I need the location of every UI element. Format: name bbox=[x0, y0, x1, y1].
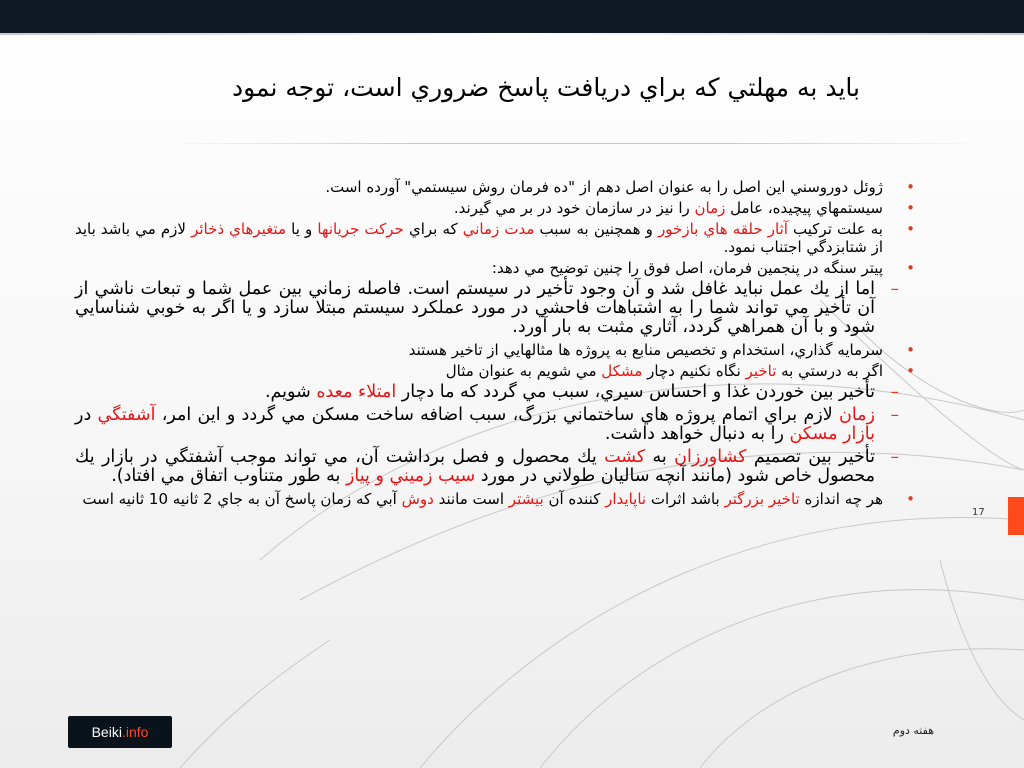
beiki-logo bbox=[68, 716, 172, 748]
logo-main-text: Beiki bbox=[91, 724, 122, 740]
highlighted-text: آشفتگي bbox=[97, 405, 156, 425]
sub-bullet-item bbox=[75, 280, 913, 337]
text-segment: اما از يك عمل نبايد غافل شد و آن وجود تأخير در سيستم است. فاصله زماني بين عمل شما و تبعات ناشي از آن تأخير مي تواند شما را به اشتباهات فاحشي در مورد عملکرد سيستم مبتلا سازد و يا اگر به خوبي شناسايي شود و با آن همراهي گردد، آثاري مثبت به بار آورد. bbox=[75, 279, 875, 337]
highlighted-text: مدت زماني bbox=[462, 220, 535, 238]
text-segment: به bbox=[645, 447, 675, 467]
text-segment: لازم براي اتمام پروژه هاي ساختماني بزرگ، سبب اضافه ساخت مسکن مي گردد و اين امر، bbox=[155, 405, 839, 425]
bullet-item bbox=[75, 199, 913, 217]
text-segment: کننده آن bbox=[543, 490, 606, 508]
bullet-item bbox=[75, 178, 913, 196]
top-bar bbox=[0, 0, 1024, 33]
page-number: 17 bbox=[972, 507, 985, 518]
sub-bullet-item bbox=[75, 406, 913, 444]
text-segment: است مانند bbox=[433, 490, 509, 508]
sub-bullet-marker: – bbox=[890, 405, 899, 425]
highlighted-text: زمان bbox=[838, 405, 875, 425]
highlighted-text: تاخير bbox=[745, 362, 777, 380]
text-segment: باشد اثرات bbox=[646, 490, 725, 508]
logo-suffix-text: .info bbox=[121, 724, 149, 740]
text-segment: را به دنبال خواهد داشت. bbox=[604, 424, 790, 444]
text-segment: تأخير بين تصميم bbox=[746, 447, 875, 467]
text-segment: آبي که زمان پاسخ آن به جاي 2 ثانيه 10 ثانيه است bbox=[82, 490, 402, 508]
highlighted-text: کشاورزان bbox=[674, 447, 747, 467]
highlighted-text: مشکل bbox=[601, 362, 643, 380]
text-segment: يك محصول و فصل برداشت آن، مي تواند موجب آشفتگي در بازار يك محصول خاص شود (مانند آنچه ساليان طولاني در مورد bbox=[75, 447, 875, 486]
highlighted-text: بيشتر bbox=[508, 490, 544, 508]
highlighted-text: بازار مسکن bbox=[789, 424, 875, 444]
text-segment: و همچنين به سبب bbox=[534, 220, 659, 238]
bullet-item bbox=[75, 362, 913, 380]
highlighted-text: متغيرهاي ذخائر bbox=[191, 220, 286, 238]
text-segment: هر چه اندازه bbox=[799, 490, 883, 508]
text-segment: اگر به درستي به bbox=[776, 362, 883, 380]
bullet-marker: • bbox=[906, 341, 915, 359]
text-segment: که براي bbox=[403, 220, 463, 238]
text-segment: را نيز در سازمان خود در بر مي گيرند. bbox=[453, 199, 695, 217]
text-segment: نگاه نکنيم دچار bbox=[642, 362, 746, 380]
sub-bullet-marker: – bbox=[890, 279, 899, 299]
footer-text: هفته دوم bbox=[892, 724, 934, 737]
bullet-marker: • bbox=[906, 259, 915, 277]
highlighted-text: تاخير بزرگتر bbox=[724, 490, 800, 508]
text-segment: و يا bbox=[286, 220, 318, 238]
highlighted-text: سيب زميني و پياز bbox=[345, 466, 476, 486]
bullet-marker: • bbox=[906, 362, 915, 380]
highlighted-text: زمان bbox=[694, 199, 726, 217]
highlighted-text: حرکت جريانها bbox=[317, 220, 404, 238]
text-segment: ژوئل دوروسني اين اصل را به عنوان اصل دهم از "ده فرمان روش سيستمي" آورده است. bbox=[325, 178, 883, 196]
slide-title: بايد به مهلتي که براي دريافت پاسخ ضروري است، توجه نمود bbox=[231, 73, 860, 102]
slide-content bbox=[75, 178, 913, 511]
bullet-item bbox=[75, 259, 913, 277]
text-segment: شويم. bbox=[264, 382, 317, 402]
title-underline bbox=[160, 143, 990, 144]
bullet-marker: • bbox=[906, 178, 915, 196]
bullet-marker: • bbox=[906, 490, 915, 508]
bullet-list bbox=[75, 178, 913, 508]
text-segment: مي شويم به عنوان مثال bbox=[445, 362, 602, 380]
text-segment: تأخير بين خوردن غذا و احساس سيري، سبب مي گردد که ما دچار bbox=[396, 382, 875, 402]
highlighted-text: آثار حلقه هاي بازخور bbox=[658, 220, 788, 238]
bullet-item bbox=[75, 341, 913, 359]
sub-bullet-marker: – bbox=[890, 447, 899, 467]
text-segment: لازم مي باشد بايد از شتابزدگي اجتناب نمود. bbox=[75, 220, 883, 256]
text-segment: به علت ترکيب bbox=[787, 220, 883, 238]
sub-bullet-marker: – bbox=[890, 382, 899, 402]
highlighted-text: ناپايدار bbox=[605, 490, 647, 508]
highlighted-text: کشت bbox=[604, 447, 646, 467]
highlighted-text: امتلاء معده bbox=[316, 382, 397, 402]
top-bar-divider bbox=[0, 33, 1024, 35]
sub-bullet-item bbox=[75, 383, 913, 402]
text-segment: سرمايه گذاري، استخدام و تخصيص منابع به پروژه ها مثالهايي از تاخير هستند bbox=[408, 341, 883, 359]
side-accent-bar bbox=[1008, 497, 1024, 535]
bullet-item bbox=[75, 220, 913, 256]
highlighted-text: دوش bbox=[401, 490, 434, 508]
text-segment: سيستمهاي پيچيده، عامل bbox=[725, 199, 883, 217]
bullet-item bbox=[75, 490, 913, 508]
text-segment: در bbox=[75, 405, 98, 425]
text-segment: پيتر سنگه در پنجمين فرمان، اصل فوق را چنين توضيح مي دهد: bbox=[491, 259, 883, 277]
text-segment: به طور متناوب اتفاق مي افتاد). bbox=[111, 466, 346, 486]
bullet-marker: • bbox=[906, 220, 915, 238]
sub-bullet-item bbox=[75, 448, 913, 486]
bullet-marker: • bbox=[906, 199, 915, 217]
